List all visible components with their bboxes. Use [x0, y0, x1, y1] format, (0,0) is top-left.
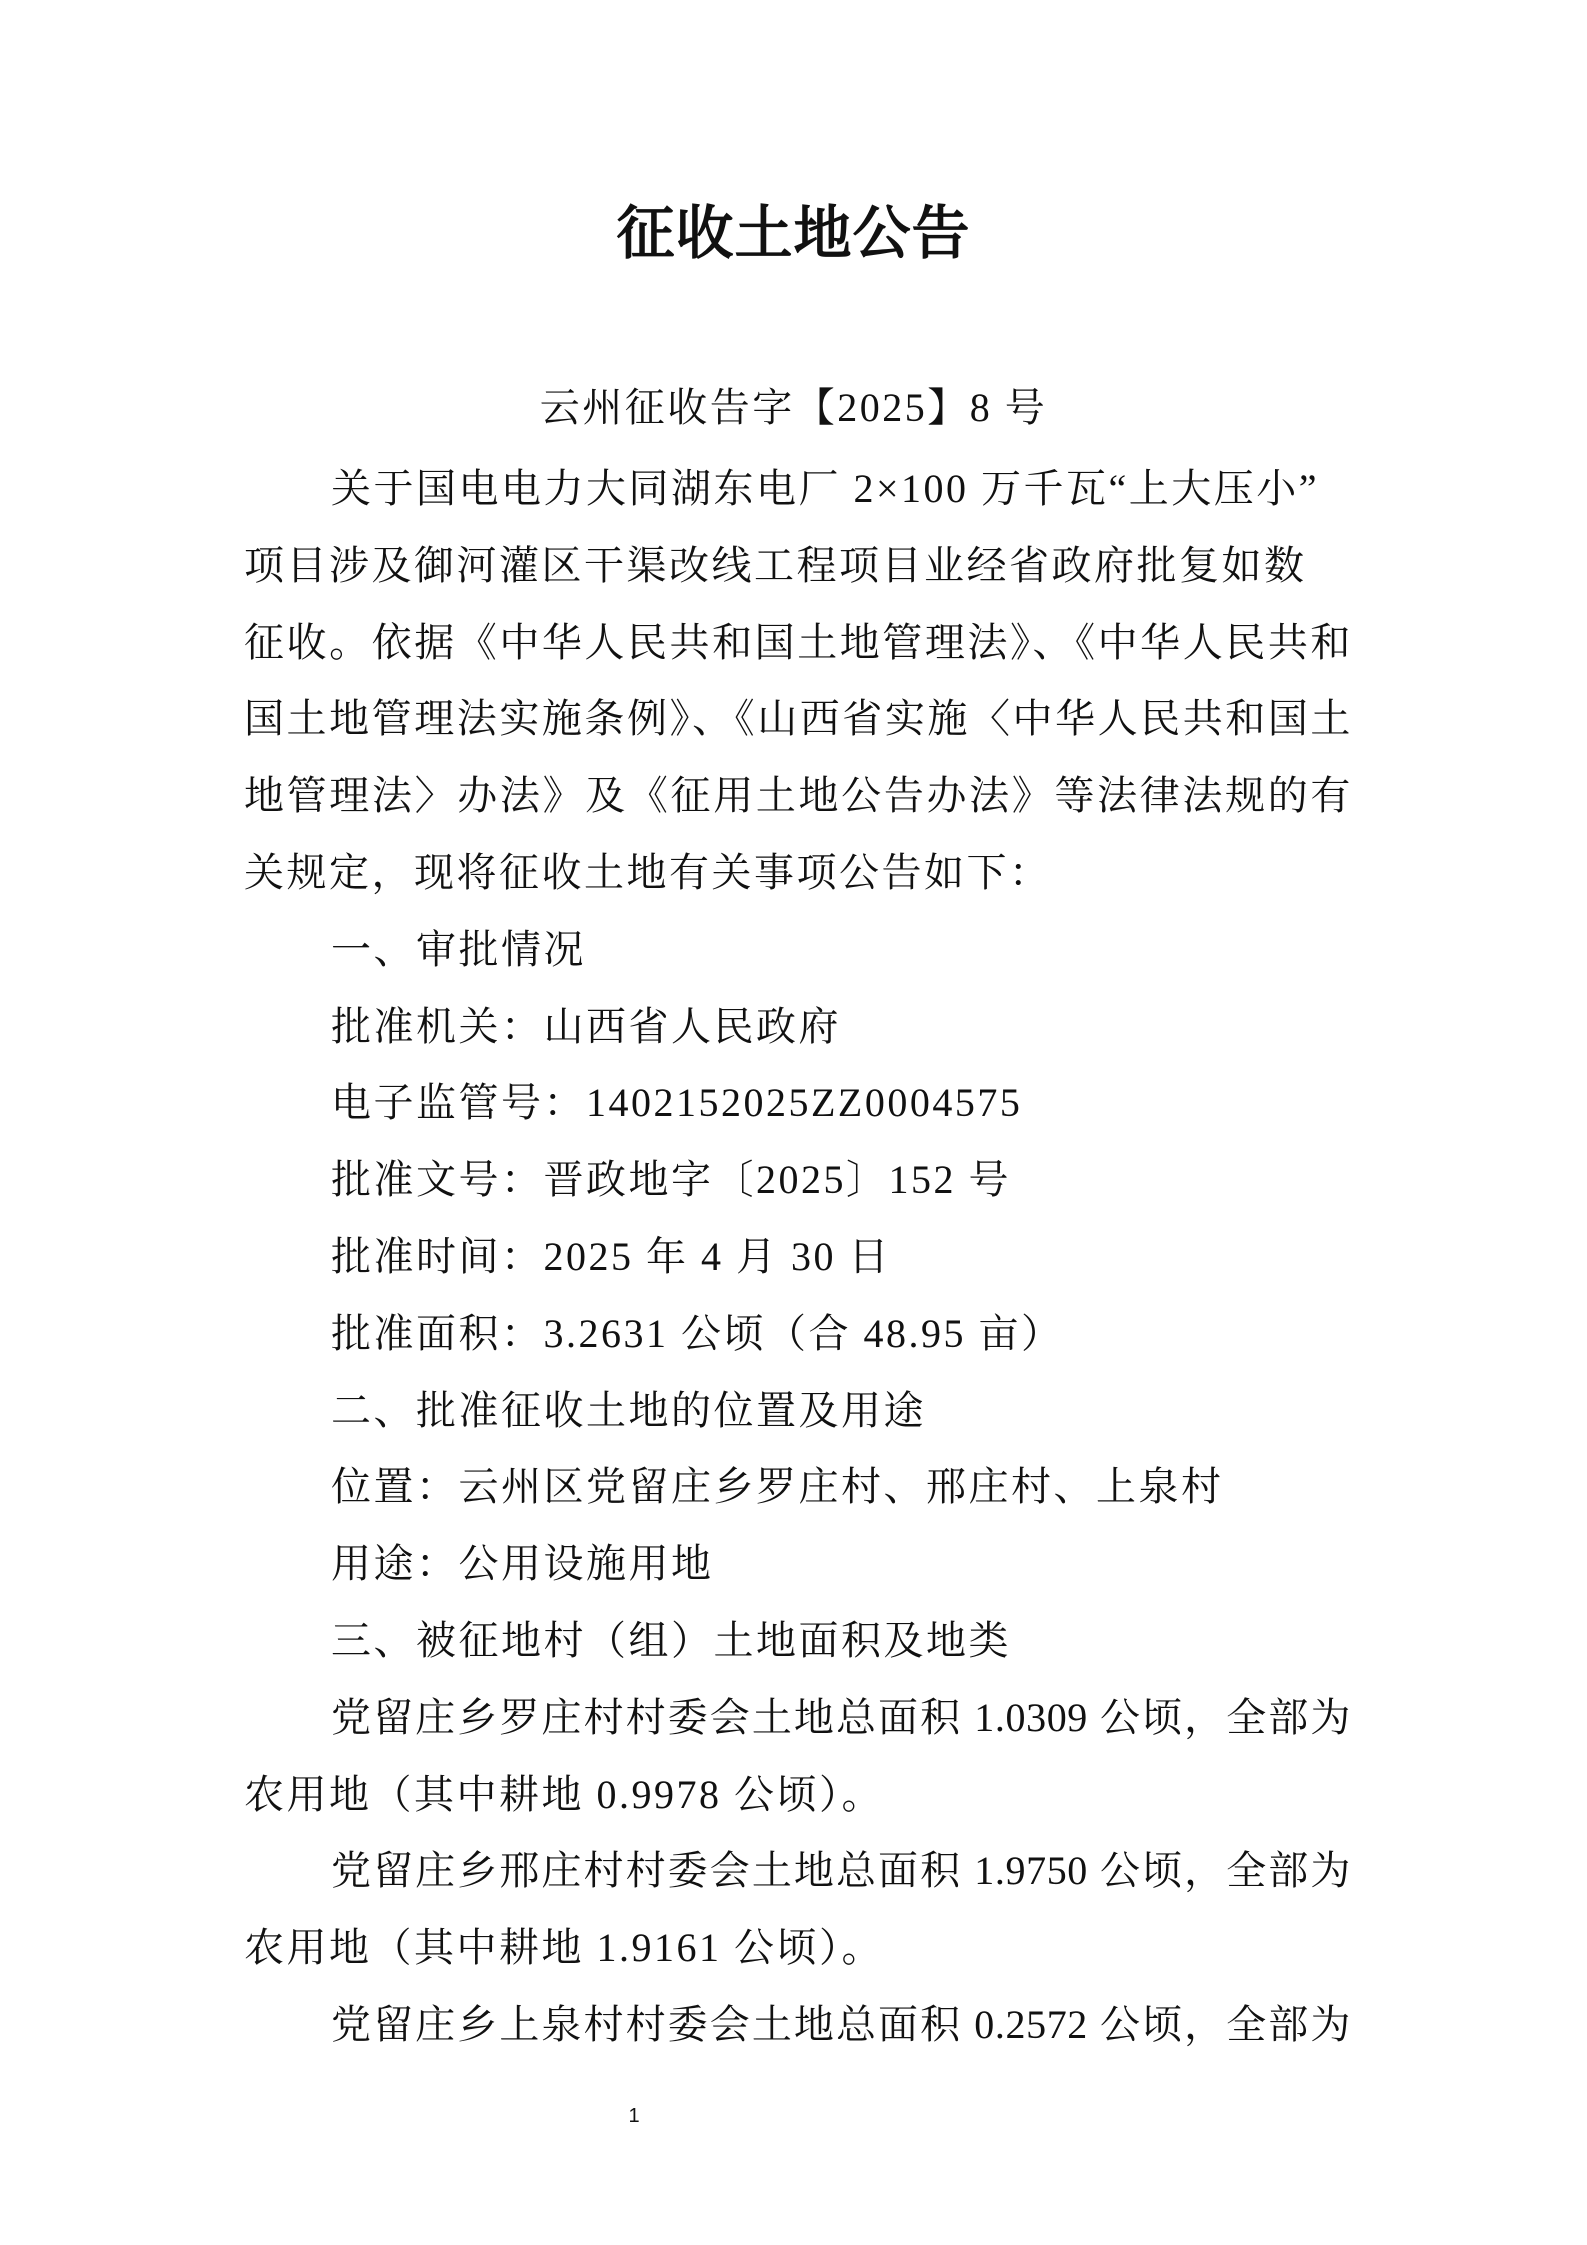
field-label: 电子监管号： [331, 1080, 586, 1126]
field-value: 2025 年 4 月 30 日 [543, 1233, 891, 1279]
field-value: 山西省人民政府 [543, 1003, 841, 1049]
section-heading: 一、审批情况 [331, 926, 586, 972]
field-label: 批准机关： [331, 1003, 544, 1049]
field-value: 云州区党留庄乡罗庄村、邢庄村、上泉村 [458, 1464, 1224, 1510]
section-approval [244, 912, 1351, 1373]
body-line: 农用地（其中耕地 0.9978 公顷）。 [244, 1771, 884, 1817]
body-line: 关规定，现将征收土地有关事项公告如下： [244, 849, 1052, 895]
field-supervision-number [244, 1065, 1351, 1142]
body-line: 国土地管理法实施条例》、《山西省实施〈中华人民共和国土 [244, 696, 1351, 742]
body-line: 关于国电电力大同湖东电厂 2×100 万千瓦“上大压小” [331, 466, 1320, 511]
intro-paragraph [244, 451, 1351, 912]
field-value: 3.2631 公顷（合 48.95 亩） [543, 1310, 1064, 1356]
body-line: 项目涉及御河灌区干渠改线工程项目业经省政府批复如数 [244, 542, 1307, 588]
document-body [244, 451, 1351, 2064]
field-value: 1402152025ZZ0004575 [586, 1080, 1023, 1126]
body-line: 征收。依据《中华人民共和国土地管理法》、《中华人民共和 [244, 619, 1351, 665]
body-line: 农用地（其中耕地 1.9161 公顷）。 [244, 1925, 884, 1971]
field-value: 晋政地字〔2025〕152 号 [543, 1157, 1011, 1203]
section-heading: 三、被征地村（组）土地面积及地类 [331, 1617, 1011, 1663]
field-label: 位置： [331, 1464, 459, 1510]
section-land [244, 1603, 1351, 2064]
field-approval-authority [244, 989, 1351, 1066]
land-paragraph [244, 1987, 1351, 2064]
document-number: 云州征收告字【2025】8 号 [539, 385, 1048, 430]
body-line: 党留庄乡上泉村村委会土地总面积 0.2572 公顷，全部为 [331, 2001, 1351, 2047]
land-paragraph [244, 1680, 1351, 1834]
field-label: 批准面积： [331, 1310, 544, 1356]
field-value: 公用设施用地 [458, 1541, 714, 1587]
field-approval-date [244, 1219, 1351, 1296]
body-line: 地管理法〉办法》及《征用土地公告办法》等法律法规的有 [244, 773, 1351, 819]
body-line: 党留庄乡邢庄村村委会土地总面积 1.9750 公顷，全部为 [331, 1848, 1351, 1894]
field-label: 用途： [331, 1541, 459, 1587]
field-approval-document-number [244, 1142, 1351, 1219]
document-title: 征收土地公告 [616, 201, 971, 266]
body-line: 党留庄乡罗庄村村委会土地总面积 1.0309 公顷，全部为 [331, 1694, 1351, 1740]
field-usage [244, 1526, 1351, 1603]
page-number: 1 [628, 2105, 640, 2127]
section-location [244, 1373, 1351, 1603]
section-heading: 二、批准征收土地的位置及用途 [331, 1387, 926, 1433]
field-label: 批准时间： [331, 1233, 544, 1279]
field-label: 批准文号： [331, 1157, 544, 1203]
field-approved-area [244, 1296, 1351, 1373]
field-location [244, 1449, 1351, 1526]
land-paragraph [244, 1833, 1351, 1987]
